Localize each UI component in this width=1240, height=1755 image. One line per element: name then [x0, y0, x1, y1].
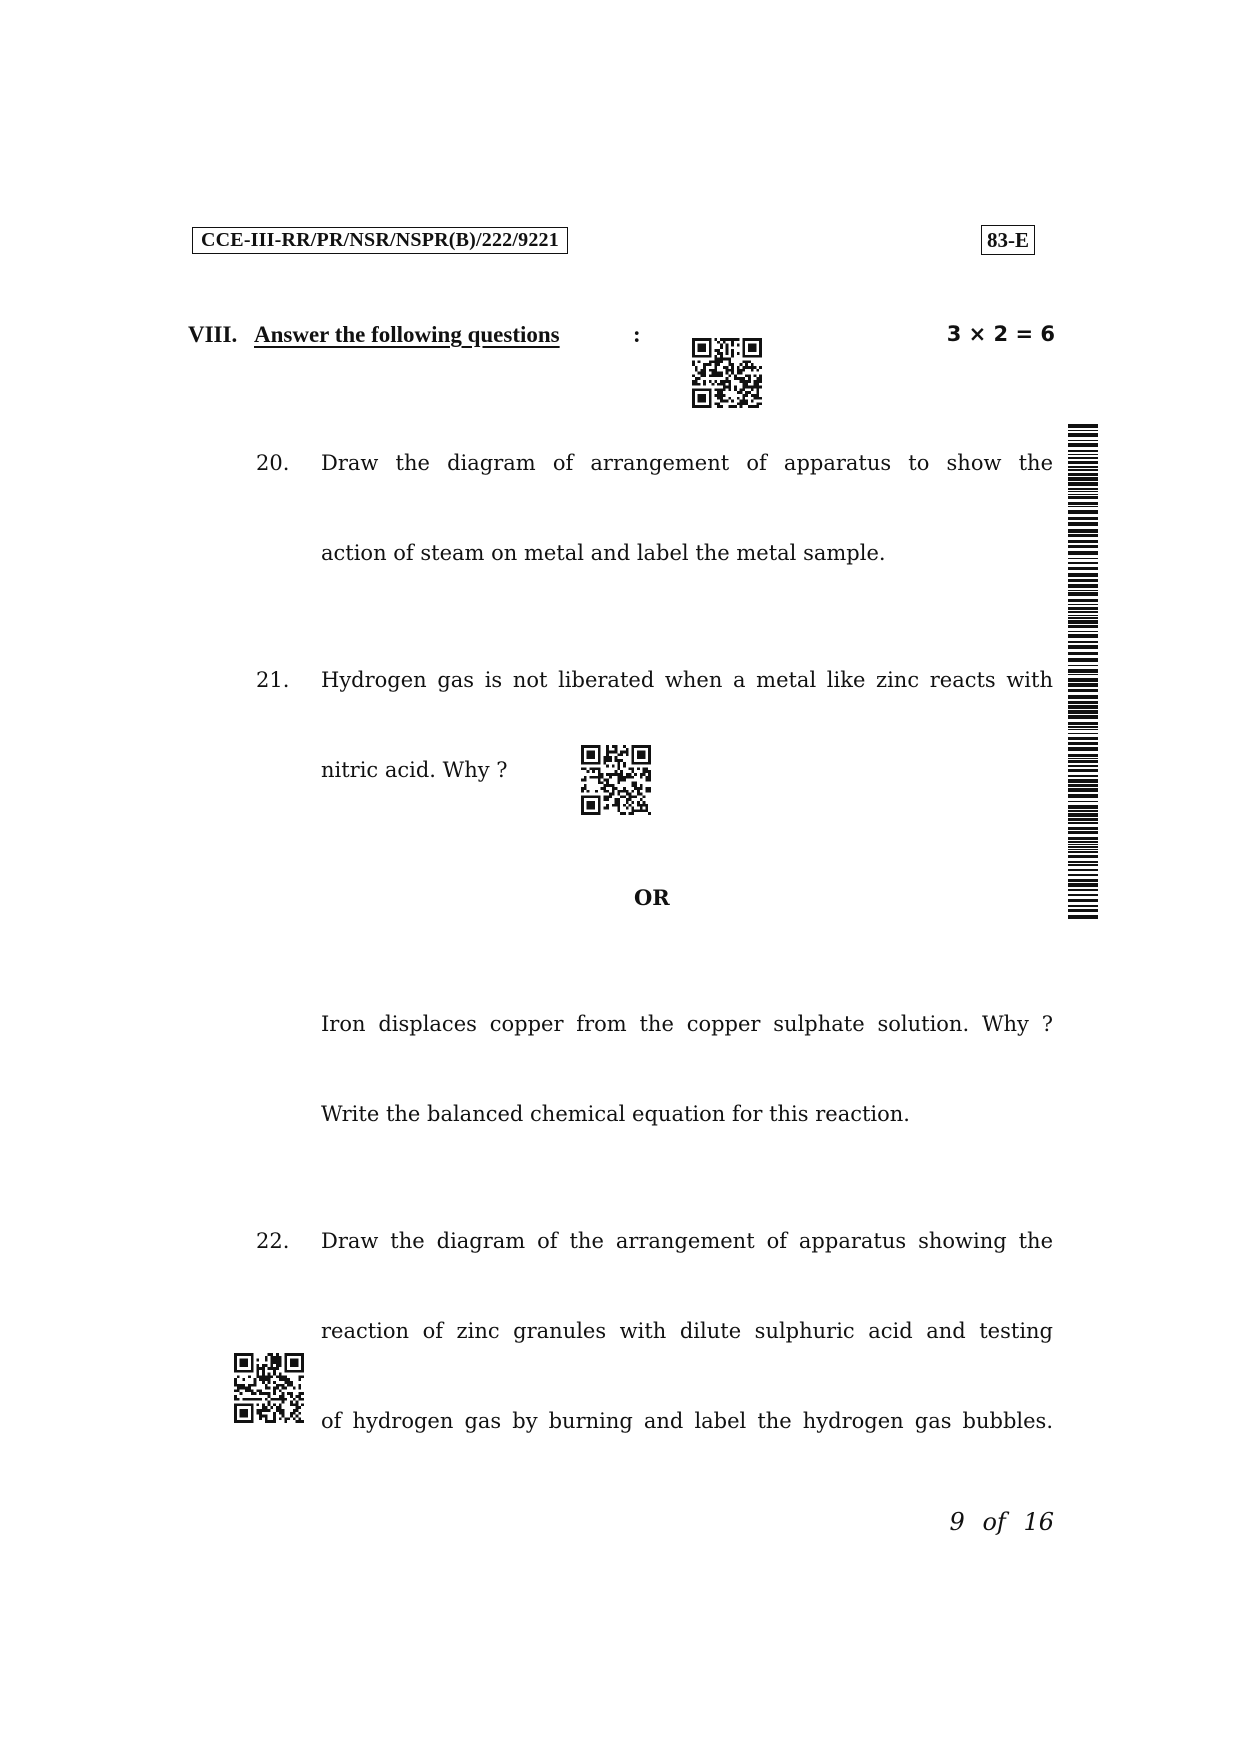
page-total: 16	[1023, 1508, 1054, 1536]
question-number-21: 21.	[256, 668, 290, 692]
question-21-line-1: Hydrogen gas is not liberated when a metal like zinc reacts with	[321, 668, 1053, 692]
question-number-22: 22.	[256, 1229, 290, 1253]
page-of-label: of	[982, 1508, 1006, 1536]
section-number: VIII.	[188, 322, 238, 347]
question-20-line-1: Draw the diagram of arrangement of apparatus to show the	[321, 451, 1053, 475]
section-colon: :	[633, 322, 641, 347]
question-number-20: 20.	[256, 451, 290, 475]
question-22-line-2: reaction of zinc granules with dilute sulphuric acid and testing	[321, 1319, 1053, 1343]
question-21-alt-line-2: Write the balanced chemical equation for this reaction.	[321, 1102, 910, 1126]
section-title: Answer the following questions	[254, 322, 560, 347]
question-22-line-3: of hydrogen gas by burning and label the hydrogen gas bubbles.	[321, 1409, 1053, 1433]
qr-code-icon	[692, 338, 762, 408]
qr-code-icon	[234, 1353, 304, 1423]
barcode-icon	[1068, 424, 1098, 924]
question-21-alt-line-1: Iron displaces copper from the copper sulphate solution. Why ?	[321, 1012, 1053, 1036]
paper-number-box: 83-E	[981, 225, 1035, 255]
page-current: 9	[949, 1508, 965, 1536]
paper-code-box: CCE-III-RR/PR/NSR/NSPR(B)/222/9221	[192, 227, 568, 254]
question-22-line-1: Draw the diagram of the arrangement of apparatus showing the	[321, 1229, 1053, 1253]
page-number	[950, 1508, 1054, 1536]
question-21-line-2: nitric acid. Why ?	[321, 758, 508, 782]
or-separator: OR	[634, 885, 670, 910]
question-20-line-2: action of steam on metal and label the metal sample.	[321, 541, 886, 565]
section-marks: 3 × 2 = 6	[946, 322, 1055, 346]
